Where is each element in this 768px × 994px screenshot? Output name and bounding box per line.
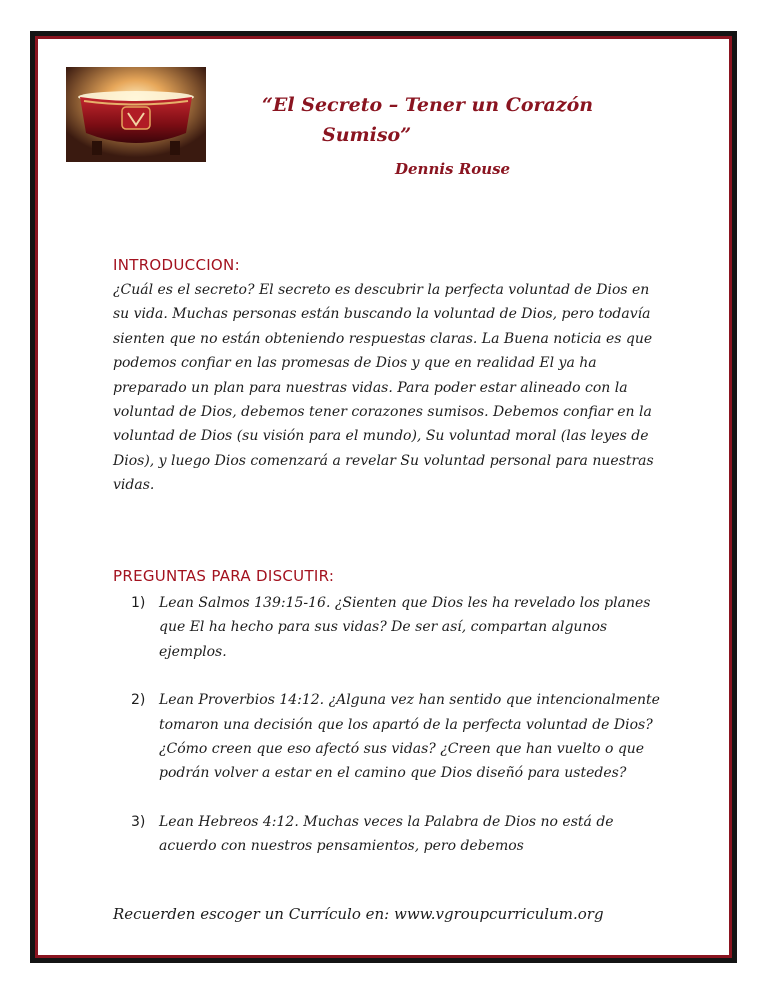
question-item bbox=[131, 810, 671, 859]
title-line-1: “El Secreto – Tener un Corazón bbox=[262, 94, 594, 116]
question-number: 2) bbox=[131, 692, 146, 709]
question-number: 1) bbox=[131, 595, 146, 611]
intro-heading: INTRODUCCION: bbox=[113, 256, 240, 274]
author-name: Dennis Rouse bbox=[395, 160, 511, 178]
questions-heading: PREGUNTAS PARA DISCUTIR: bbox=[113, 567, 335, 585]
question-text: Lean Salmos 139:15-16. ¿Sienten que Dios les ha revelado los planes que El ha hecho para sus vidas? De ser así, compartan algunos ejemplos. bbox=[159, 595, 651, 660]
intro-paragraph: ¿Cuál es el secreto? El secreto es descubrir la perfecta voluntad de Dios en su vida. Muchas personas están buscando la voluntad de Dios, pero todavía sienten que no están obteniendo respuestas claras. La Buena noticia es que podemos confiar en las promesas de Dios y que en realidad El ya ha preparado un plan para nuestras vidas. Para poder estar alineado con la voluntad de Dios, debemos tener corazones sumisos. Debemos confiar en la voluntad de Dios (su visión para el mundo), Su voluntad moral (las leyes de Dios), y luego Dios comenzará a revelar Su voluntad personal para nuestras vidas. bbox=[113, 282, 654, 494]
questions-list bbox=[131, 591, 671, 883]
footer-note: Recuerden escoger un Currículo en: www.vgroupcurriculum.org bbox=[113, 905, 604, 923]
question-number: 3) bbox=[131, 813, 146, 830]
title-line-2: Sumiso” bbox=[322, 124, 412, 146]
question-item bbox=[131, 591, 671, 664]
treasure-chest-icon bbox=[66, 67, 206, 162]
page-title bbox=[262, 90, 642, 150]
question-item bbox=[131, 688, 671, 786]
question-text: Lean Hebreos 4:12. Muchas veces la Palabra de Dios no está de acuerdo con nuestros pensamientos, pero debemos bbox=[159, 813, 614, 855]
question-text: Lean Proverbios 14:12. ¿Alguna vez han sentido que intencionalmente tomaron una decisión que los apartó de la perfecta voluntad de Dios? ¿Cómo creen que eso afectó sus vidas? ¿Creen que han vuelto o que podrán volver a estar en el camino que Dios diseñó para ustedes? bbox=[159, 692, 660, 782]
